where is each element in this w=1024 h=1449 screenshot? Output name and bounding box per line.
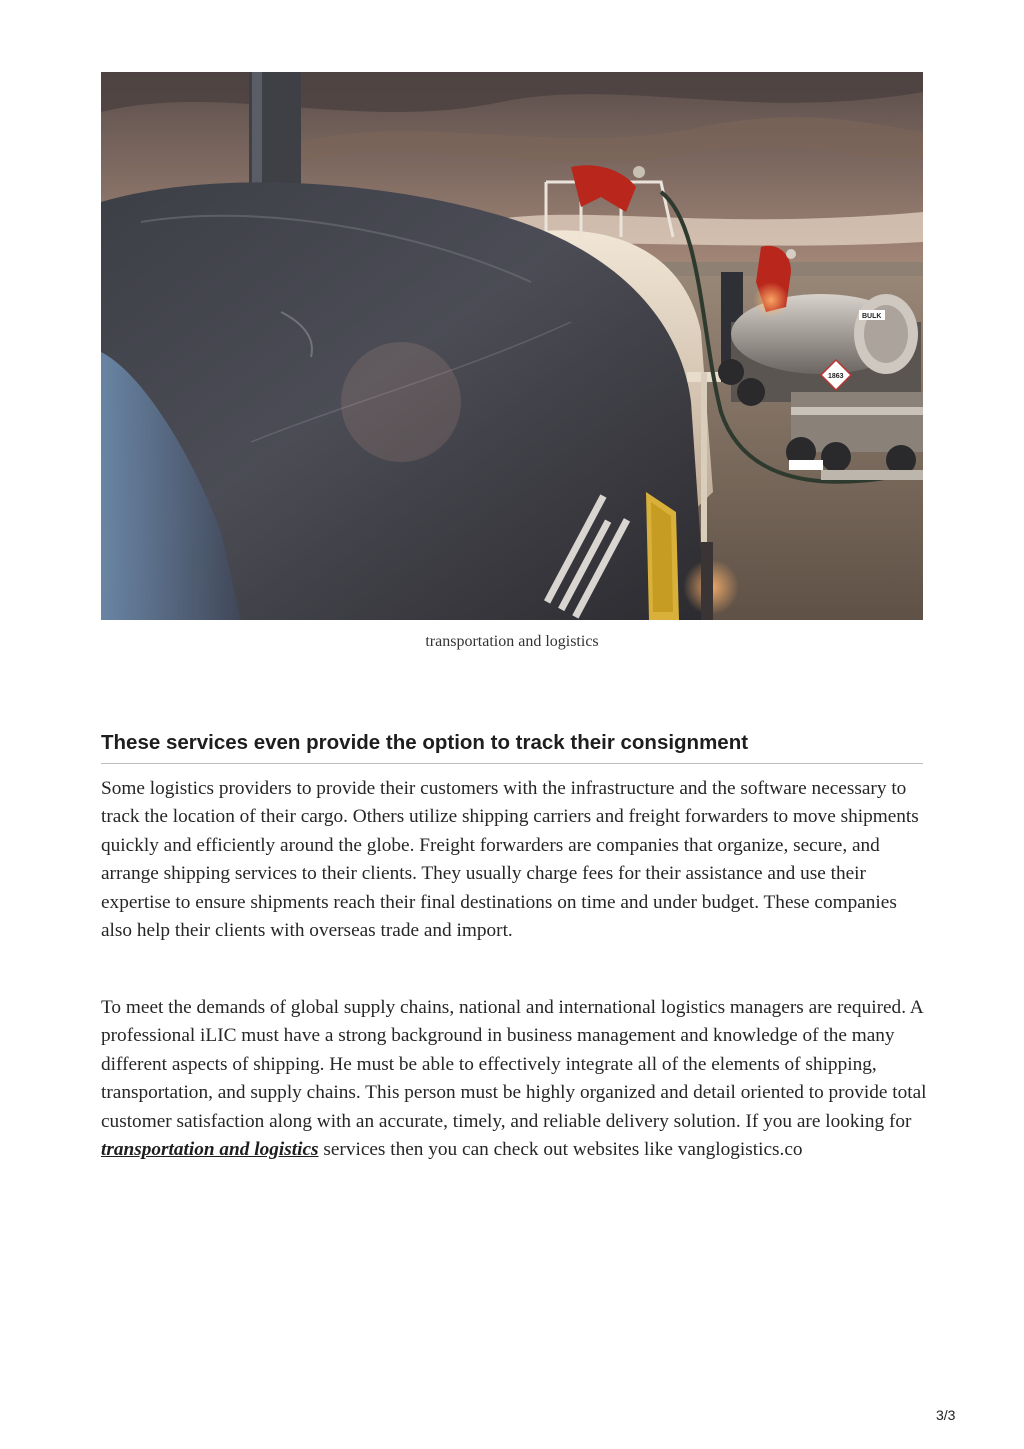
- page-number: 3/3: [936, 1407, 956, 1423]
- tank-label-text: BULK: [862, 313, 882, 320]
- body-paragraph-1: Some logistics providers to provide their customers with the infrastructure and the software necessary to track the location of their cargo. Others utilize shipping carriers and freight forwarders to move shipments quickly and efficiently around the globe. Freight forwarders are companies that organize, secure, and arrange shipping services to their clients. They usually charge fees for their assistance and use their expertise to ensure shipments reach their final destinations on time and under budget. These companies also help their clients with overseas trade and import.: [101, 778, 919, 942]
- hazmat-placard-number: 1863: [828, 373, 844, 380]
- transportation-logistics-link[interactable]: transportation and logistics: [101, 1139, 319, 1161]
- figure-caption: transportation and logistics: [425, 633, 599, 650]
- article-photo: [101, 72, 923, 620]
- paragraph-2-text-before-link: To meet the demands of global supply chains, national and international logistics managers are required. A professional iLIC must have a strong background in business management and knowledge of the many different aspects of shipping. He must be able to effectively integrate all of the elements of shipping, transportation, and supply chains. This person must be highly organized and detail oriented to provide total customer satisfaction along with an accurate, timely, and reliable delivery solution. If you are looking for: [101, 997, 927, 1132]
- paragraph-2-text-after-link: services then you can check out websites like vanglogistics.co: [318, 1139, 803, 1161]
- section-heading: These services even provide the option to track their consignment: [101, 731, 749, 754]
- tanker-trucks-illustration: [101, 72, 923, 620]
- body-paragraph-2: [101, 994, 927, 1164]
- heading-divider: [101, 763, 923, 764]
